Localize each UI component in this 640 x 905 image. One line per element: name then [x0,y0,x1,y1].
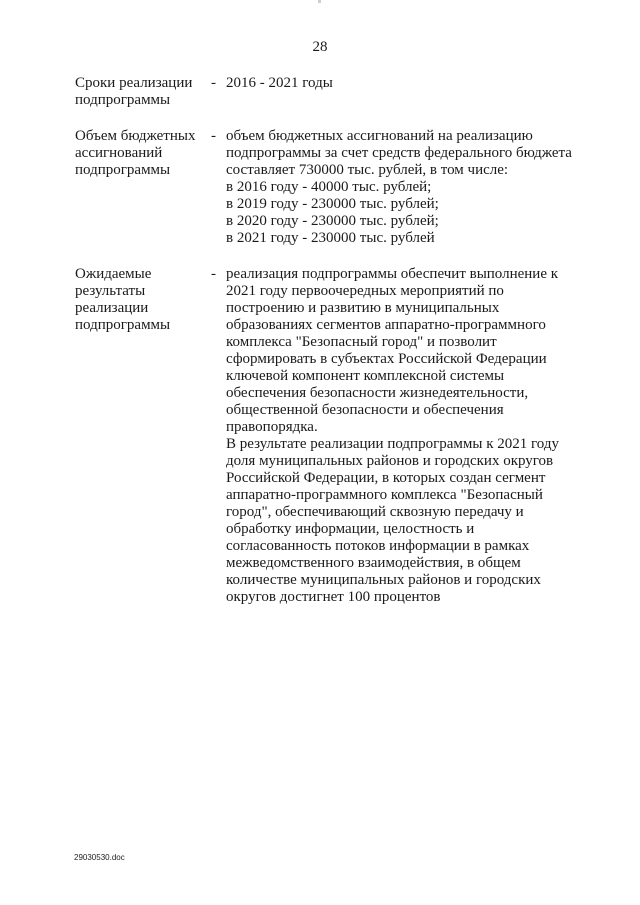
value-line-2016: в 2016 году - 40000 тыс. рублей; [226,179,432,195]
row-dash: - [211,75,216,91]
value-line-2020: в 2020 году - 230000 тыс. рублей; [226,213,439,229]
passport-row-budget-allocations [75,128,575,247]
footer-file-name: 29030530.doc [74,853,125,862]
value-line-2019: в 2019 году - 230000 тыс. рублей; [226,196,439,212]
scan-mark [318,0,321,3]
value-paragraph: В результате реализации подпрограммы к 2021 году доля муниципальных районов и городских округов Российской Федерации, в которых создан сегмент аппаратно-программного комплекса "Безопасный город", обеспечивающий сквозную передачу и обработку информации, целостность и согласованность потоков информации в рамках межведомственного взаимодействия, в общем количестве муниципальных районов и городских округов достигнет 100 процентов [226,436,559,605]
row-dash: - [211,128,216,144]
value-paragraph: 2016 - 2021 годы [226,75,333,91]
value-paragraph: реализация подпрограммы обеспечит выполнение к 2021 году первоочередных мероприятий по построению и развитию в муниципальных образованиях сегментов аппаратно-программного комплекса "Безопасный город" и позволит сформировать в субъектах Российской Федерации ключевой компонент комплексной системы обеспечения безопасности жизнедеятельности, общественной безопасности и обеспечения правопорядка. [226,266,559,435]
subprogram-passport-table [75,75,575,625]
row-label: Объем бюджетных ассигнований подпрограммы [75,128,196,178]
passport-row-expected-results [75,266,575,606]
row-label: Сроки реализации подпрограммы [75,75,193,108]
passport-row-implementation-period [75,75,575,109]
row-dash: - [211,266,216,282]
page-number: 28 [312,39,328,55]
row-value [226,75,575,92]
row-value [226,266,575,606]
value-line-2021: в 2021 году - 230000 тыс. рублей [226,230,435,246]
row-value [226,128,575,247]
value-paragraph: объем бюджетных ассигнований на реализацию подпрограммы за счет средств федерального бюджета составляет 730000 тыс. рублей, в том числе: [226,128,572,178]
row-label: Ожидаемые результаты реализации подпрограммы [75,266,171,333]
